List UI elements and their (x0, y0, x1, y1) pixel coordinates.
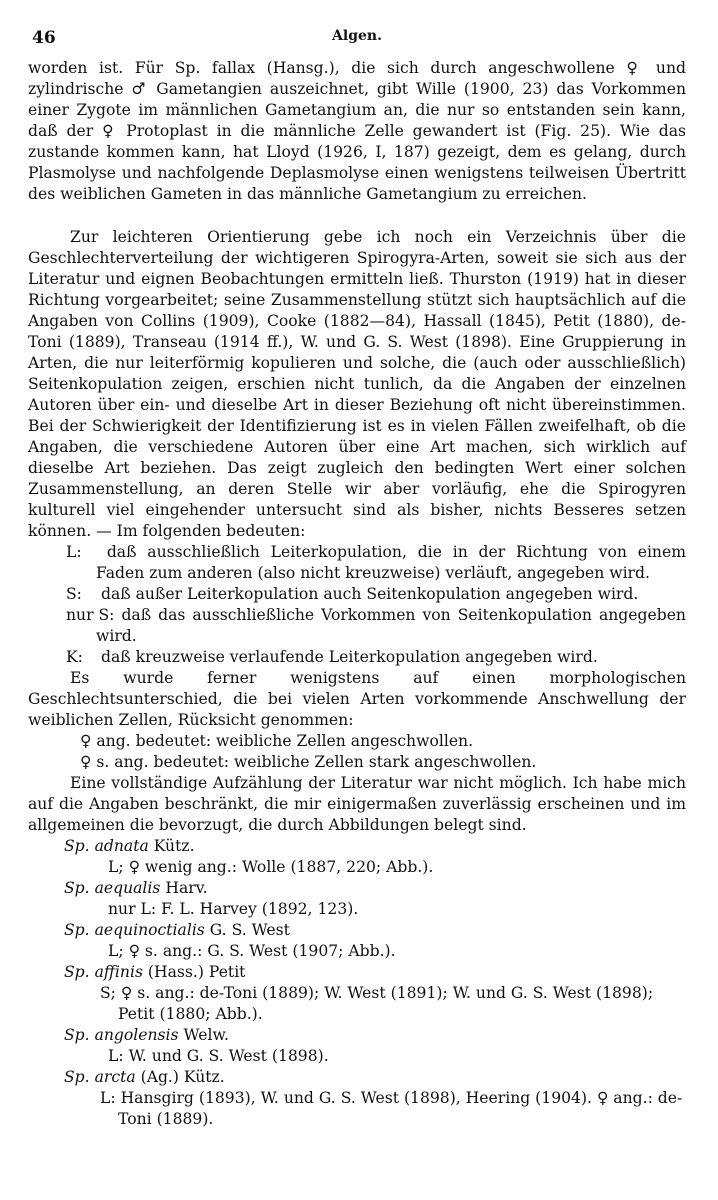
paragraph-3: Es wurde ferner wenigstens auf einen morphologischen Geschlechtsunterschied, die bei vielen Arten vorkommende Anschwellung der weiblichen Zellen, Rücksicht genommen: (28, 669, 686, 729)
paragraph-4: Eine vollständige Aufzählung der Literatur war nicht möglich. Ich habe mich auf die Angaben beschränkt, die mir einigermaßen zuverlässig erscheinen und im allgemeinen die bevorzugt, die durch Abbildungen belegt sind. (28, 774, 686, 834)
definition-text: daß kreuzweise verlaufende Leiterkopulation angegeben wird. (100, 648, 598, 666)
definition-item (28, 647, 686, 668)
species-author: (Ag.) Kütz. (140, 1068, 225, 1086)
species-heading (28, 962, 686, 983)
species-name: Sp. angolensis (64, 1026, 179, 1044)
species-author: Welw. (183, 1026, 229, 1044)
species-name: Sp. aequinoctialis (64, 921, 205, 939)
page-header (28, 28, 686, 58)
species-entry: nur L: F. L. Harvey (1892, 123). (108, 900, 359, 918)
definition-item (28, 542, 686, 584)
species-heading (28, 1025, 686, 1046)
definition-key: L: (66, 543, 82, 561)
species-heading (28, 836, 686, 857)
species-author: G. S. West (209, 921, 290, 939)
document-page (28, 28, 686, 1130)
definition-text: daß das ausschließliche Vorkommen von Seitenkopulation angegeben wird. (96, 606, 686, 645)
definition-list (28, 542, 686, 668)
definition-key: K: (66, 648, 83, 666)
definition-item (28, 605, 686, 647)
definition-text: daß außer Leiterkopulation auch Seitenkopulation angegeben wird. (100, 585, 639, 603)
definition-item (28, 584, 686, 605)
paragraph-1: worden ist. Für Sp. fallax (Hansg.), die sich durch angeschwollene ♀ und zylindrische ♂ Gametangien auszeichnet, gibt Wille (1900, 23) das Vorkommen einer Zygote im männlichen Gametangium an, die nur so entstanden sein kann, daß der ♀ Protoplast in die männliche Zelle gewandert ist (Fig. 25). Wie das zustande kommen kann, hat Lloyd (1926, I, 187) gezeigt, dem es gelang, durch Plasmolyse und nachfolgende Deplasmolyse einen wenigstens teilweisen Übertritt des weiblichen Gameten in das männliche Gametangium zu erreichen. (28, 59, 686, 203)
species-list (28, 836, 686, 1130)
species-entry: L: Hansgirg (1893), W. und G. S. West (1898), Heering (1904). ♀ ang.: de-Toni (1889). (100, 1089, 683, 1128)
definition-key: S: (66, 585, 82, 603)
symbol-definition: ♀ ang. bedeutet: weibliche Zellen angeschwollen. (80, 732, 474, 750)
species-heading (28, 878, 686, 899)
running-title: Algen. (332, 28, 382, 44)
species-author: Kütz. (153, 837, 195, 855)
species-name: Sp. arcta (64, 1068, 136, 1086)
page-number: 46 (32, 28, 56, 48)
species-author: (Hass.) Petit (147, 963, 246, 981)
species-name: Sp. adnata (64, 837, 149, 855)
species-entry: S; ♀ s. ang.: de-Toni (1889); W. West (1891); W. und G. S. West (1898); Petit (1880; Abb.). (100, 984, 654, 1023)
species-name: Sp. aequalis (64, 879, 161, 897)
definition-key: nur S: (66, 606, 115, 624)
species-heading (28, 1067, 686, 1088)
species-name: Sp. affinis (64, 963, 143, 981)
species-entry: L: W. und G. S. West (1898). (108, 1047, 329, 1065)
species-entry: L; ♀ wenig ang.: Wolle (1887, 220; Abb.). (108, 858, 434, 876)
species-heading (28, 920, 686, 941)
definition-text: daß ausschließlich Leiterkopulation, die in der Richtung von einem Faden zum anderen (also nicht kreuzweise) verläuft, angegeben wird. (96, 543, 686, 582)
symbol-definition: ♀ s. ang. bedeutet: weibliche Zellen stark angeschwollen. (80, 753, 537, 771)
species-author: Harv. (165, 879, 208, 897)
species-entry: L; ♀ s. ang.: G. S. West (1907; Abb.). (108, 942, 396, 960)
paragraph-2: Zur leichteren Orientierung gebe ich noch ein Verzeichnis über die Geschlechterverteilung der wichtigeren Spirogyra-Arten, soweit sie sich aus der Literatur und eignen Beobachtungen ermitteln ließ. Thurston (1919) hat in dieser Richtung vorgearbeitet; seine Zusammenstellung stützt sich hauptsächlich auf die Angaben von Collins (1909), Cooke (1882—84), Hassall (1845), Petit (1880), de-Toni (1889), Transeau (1914 ff.), W. und G. S. West (1898). Eine Gruppierung in Arten, die nur leiterförmig kopulieren und solche, die (auch oder ausschließlich) Seitenkopulation zeigen, erschien nicht tunlich, da die Angaben der einzelnen Autoren über ein- und dieselbe Art in dieser Beziehung oft nicht übereinstimmen. Bei der Schwierigkeit der Identifizierung ist es in vielen Fällen zweifelhaft, ob die Angaben, die verschiedene Autoren über eine Art machen, sich wirklich auf dieselbe Art beziehen. Das zeigt zugleich den bedingten Wert einer solchen Zusammenstellung, an deren Stelle wir aber vorläufig, ehe die Spirogyren kulturell viel eingehender untersucht sind als bisher, nichts Besseres setzen können. — Im folgenden bedeuten: (28, 228, 686, 540)
